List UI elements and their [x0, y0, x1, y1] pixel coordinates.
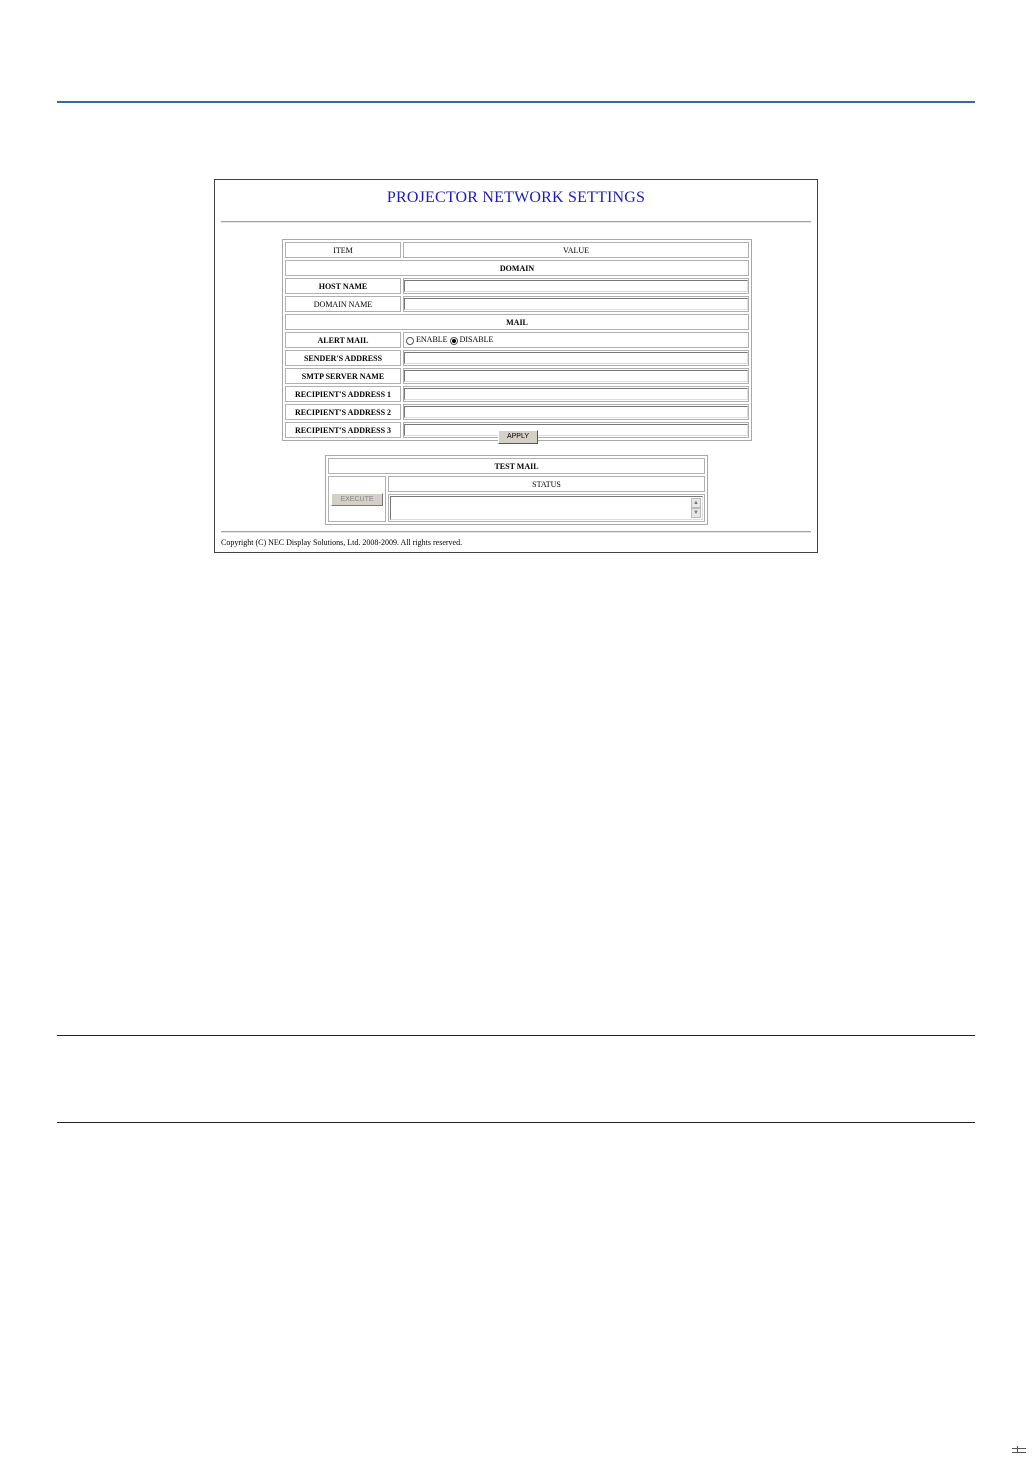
- section-domain: DOMAIN: [285, 260, 749, 276]
- divider: [221, 531, 811, 533]
- recipient-address-3-label: RECIPIENT'S ADDRESS 3: [285, 422, 401, 438]
- recipient-address-3-input[interactable]: [404, 424, 748, 436]
- recipient-address-1-input[interactable]: [404, 388, 748, 400]
- enable-radio[interactable]: [406, 337, 414, 345]
- column-header-item: ITEM: [285, 242, 401, 258]
- status-label: STATUS: [388, 476, 705, 492]
- execute-button[interactable]: EXECUTE: [331, 493, 383, 506]
- smtp-server-input[interactable]: [404, 370, 748, 382]
- enable-label: ENABLE: [416, 335, 448, 345]
- domain-name-input[interactable]: [404, 298, 748, 310]
- page-top-rule: [57, 101, 975, 103]
- page-footer-mark: [1012, 1448, 1026, 1453]
- apply-button[interactable]: APPLY: [498, 430, 538, 444]
- recipient-address-1-label: RECIPIENT'S ADDRESS 1: [285, 386, 401, 402]
- sender-address-label: SENDER'S ADDRESS: [285, 350, 401, 366]
- copyright-text: Copyright (C) NEC Display Solutions, Ltd. 2008-2009. All rights reserved.: [221, 538, 463, 547]
- section-mail: MAIL: [285, 314, 749, 330]
- test-mail-title: TEST MAIL: [328, 458, 705, 474]
- browser-page: [214, 179, 818, 553]
- column-header-value: VALUE: [403, 242, 749, 258]
- alert-mail-options: [403, 332, 749, 348]
- smtp-server-label: SMTP SERVER NAME: [285, 368, 401, 384]
- recipient-address-2-input[interactable]: [404, 406, 748, 418]
- section-rule: [57, 1035, 975, 1036]
- settings-table: [282, 239, 752, 441]
- recipient-address-2-label: RECIPIENT'S ADDRESS 2: [285, 404, 401, 420]
- disable-radio[interactable]: [450, 337, 458, 345]
- host-name-label: HOST NAME: [285, 278, 401, 294]
- page-footer-mark: [1017, 1446, 1018, 1453]
- page-title: PROJECTOR NETWORK SETTINGS: [386, 189, 646, 206]
- scroll-up-icon[interactable]: ▲: [691, 498, 701, 508]
- scroll-down-icon[interactable]: ▼: [691, 508, 701, 518]
- host-name-input[interactable]: [404, 280, 748, 292]
- test-mail-table: [325, 455, 708, 525]
- disable-label: DISABLE: [459, 335, 494, 345]
- divider: [221, 221, 811, 223]
- section-rule: [57, 1122, 975, 1123]
- alert-mail-label: ALERT MAIL: [285, 332, 401, 348]
- status-textarea[interactable]: [390, 496, 703, 520]
- sender-address-input[interactable]: [404, 352, 748, 364]
- domain-name-label: DOMAIN NAME: [285, 296, 401, 312]
